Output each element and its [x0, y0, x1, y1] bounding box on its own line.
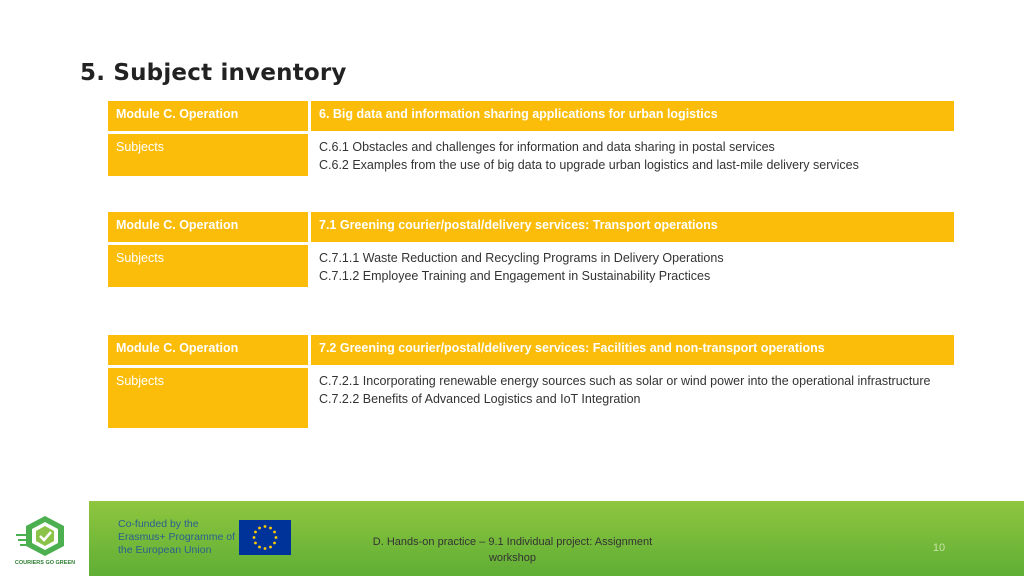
subjects-list-cell [311, 134, 954, 176]
subject-table-2 [108, 212, 954, 287]
eu-star-icon [269, 527, 272, 530]
subject-table-3 [108, 335, 954, 428]
subject-item: C.7.2.1 Incorporating renewable energy sources such as solar or wind power into the operational infrastructure [319, 374, 931, 388]
eu-star-icon [258, 546, 261, 549]
table-header-row [108, 101, 954, 131]
module-cell: Module C. Operation [108, 101, 308, 131]
eu-star-icon [269, 546, 272, 549]
eu-star-icon [253, 536, 256, 539]
module-cell: Module C. Operation [108, 335, 308, 365]
eu-star-icon [264, 525, 267, 528]
logo-text: COURIERS GO GREEN [14, 560, 76, 566]
eu-flag-icon [239, 520, 291, 555]
eu-star-icon [275, 536, 278, 539]
subjects-row [108, 245, 954, 287]
table-header-row [108, 335, 954, 365]
subject-item: C.7.1.2 Employee Training and Engagement in Sustainability Practices [319, 269, 711, 283]
subjects-row [108, 368, 954, 428]
cofund-text: Co-funded by the Erasmus+ Programme of the European Union [118, 518, 235, 556]
page-number: 10 [932, 542, 946, 554]
topic-cell: 6. Big data and information sharing applications for urban logistics [311, 101, 954, 131]
couriers-go-green-logo [14, 514, 76, 566]
footer-center-text: D. Hands-on practice – 9.1 Individual project: Assignment workshop [372, 536, 653, 564]
subjects-list-cell [311, 245, 954, 287]
eu-star-icon [273, 531, 276, 534]
topic-cell: 7.2 Greening courier/postal/delivery services: Facilities and non-transport operations [311, 335, 954, 365]
subject-item: C.7.1.1 Waste Reduction and Recycling Programs in Delivery Operations [319, 251, 724, 265]
page-title: 5. Subject inventory [80, 60, 347, 86]
subjects-label-cell: Subjects [108, 245, 308, 287]
subject-item: C.6.2 Examples from the use of big data to upgrade urban logistics and last-mile delivery services [319, 158, 859, 172]
eu-star-icon [264, 547, 267, 550]
table-header-row [108, 212, 954, 242]
subjects-label-cell: Subjects [108, 368, 308, 428]
subjects-row [108, 134, 954, 176]
subjects-label-cell: Subjects [108, 134, 308, 176]
subject-item: C.6.1 Obstacles and challenges for information and data sharing in postal services [319, 140, 775, 154]
eu-star-icon [258, 527, 261, 530]
subjects-list-cell [311, 368, 954, 428]
subject-table-1 [108, 101, 954, 176]
subject-item: C.7.2.2 Benefits of Advanced Logistics and IoT Integration [319, 392, 641, 406]
eu-star-icon [254, 531, 257, 534]
topic-cell: 7.1 Greening courier/postal/delivery services: Transport operations [311, 212, 954, 242]
module-cell: Module C. Operation [108, 212, 308, 242]
eu-star-icon [273, 542, 276, 545]
eu-star-icon [254, 542, 257, 545]
